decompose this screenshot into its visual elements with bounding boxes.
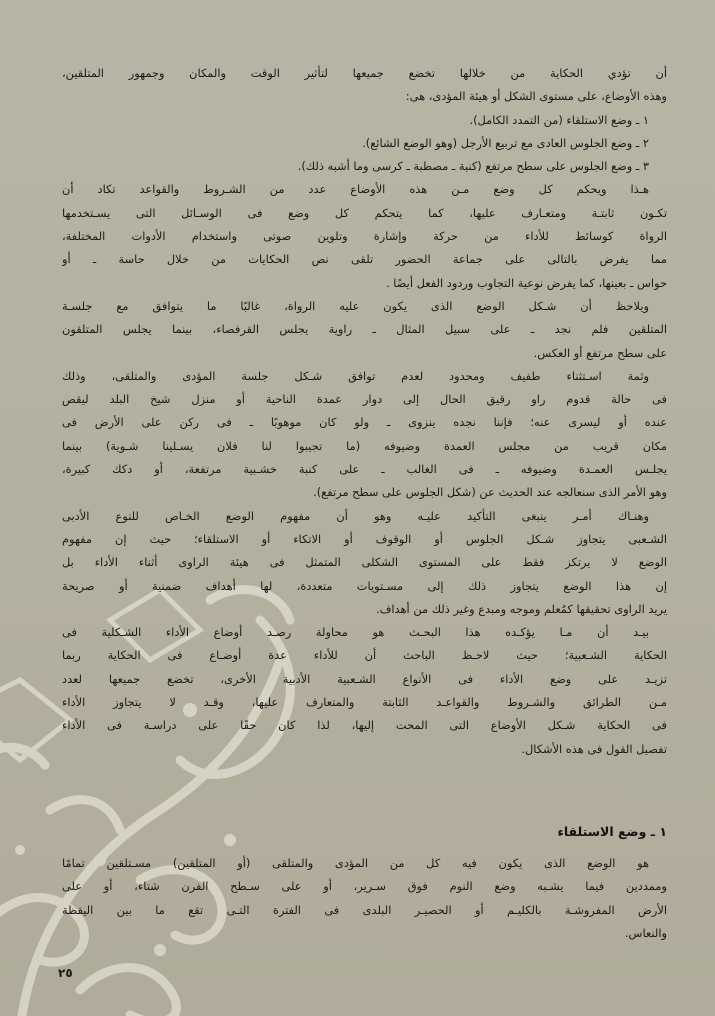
text-line: ويلاحظ أن شـكل الوضع الذى يكون عليه الرواة، غالبًا ما يتوافق مع جلسـة xyxy=(62,298,649,313)
page-number: ٢٥ xyxy=(58,966,73,980)
text-line: الأرض المفروشـة بالكليـم أو الحصيـر البلدى فى الفترة التـى تقع ما بين اليقظة xyxy=(62,902,667,917)
text-line: هـذا ويحكم كل وضع مـن هذه الأوضاع عدد من الشـروط والقواعد تكاد أن xyxy=(62,182,649,197)
text-line: تزيـد على وضع الأداء فى الأنواع الشـعبية الأدبية الأخرى، تخضع جميعها لعدد xyxy=(62,671,667,686)
text-line: المتلقين فلم نجد ـ على سبيل المثال ـ راوية يجلس القرفصاء، بينما يجلس المتلقون xyxy=(62,322,667,337)
text-line: وهو الأمر الذى سنعالجه عند الحديث عن (شكل الجلوس على سطح مرتفع). xyxy=(313,485,667,500)
body-text xyxy=(62,62,667,761)
text-line: مكان قريب من مجلس العمدة وضيوفه (ما تجيبوا لنا فلان يسـلينا شـوية) بينما xyxy=(62,438,667,453)
text-line: عنده أو ليسرى عنه؛ فإننا نجده ينزوى ـ ولو كان موهوبًا ـ فى ركن على الأرض فى xyxy=(62,415,667,430)
text-line: مـن الطرائق والشـروط والقواعـد الثابتة والمتعارف عليها، وقـد لا يتجاوز الأداء xyxy=(62,695,667,710)
text-line: أن تؤدي الحكاية من خلالها تخضع جميعها لتأثير الوقت والمكان وجمهور المتلقين، xyxy=(62,66,667,80)
text-line: تكـون ثابتـة ومتعـارف عليها، كما يتحكم كل وضع فى الوسـائل التى يسـتخدمها xyxy=(62,205,667,220)
text-line: يريد الراوى تحقيقها كمُعلم وموجه ومبدع وغير ذلك من أهداف. xyxy=(375,601,667,616)
text-line: وثمة اسـتثناء طفيف ومحدود لعدم توافق شـكل جلسة المؤدى والمتلقى، وذلك xyxy=(62,368,649,383)
text-line: الشـعبى يتجاوز شـكل الجلوس أو الوقوف أو الاتكاء أو الاستلقاء؛ حيث إن مفهوم xyxy=(62,531,667,546)
text-line: فى حالة قدوم راو رقيق الحال إلى دوار عمدة الناحية أو منزل شيخ البلد ليقص xyxy=(62,392,667,407)
text-line: ٣ ـ وضع الجلوس على سطح مرتفع (كنبة ـ مصطبة ـ كرسى وما أشبه ذلك). xyxy=(297,159,649,174)
section-text xyxy=(62,852,667,945)
text-line: الحكاية الشـعبية؛ حيث لاحـظ الباحث أن للأداء عدة أوضـاع فى الحكاية ربما xyxy=(62,648,667,663)
text-line: الرواة كوسائط للأداء من حركة وإشارة وتلوين صوتى واستخدام الأدوات المختلفة، xyxy=(62,229,667,244)
text-line: فى الحكاية شـكل الأوضاع التى المحت إليها، لذا كان حقًا على دراسـة فى الأداء xyxy=(62,718,667,733)
text-line: والنعاس. xyxy=(624,925,667,940)
text-line: هو الوضع الذى يكون فيه كل من المؤدى والمتلقى (أو المتلقين) مسـتلقين تمامًا xyxy=(62,856,649,870)
text-line: مما يفرض بالتالى على جماعة الحضور تلقى نص الحكايات من خلال حاسة ـ أو xyxy=(62,252,667,267)
text-line: حواس ـ بعينها، كما يفرض نوعية التجاوب وردود الفعل أيضًا . xyxy=(386,275,667,290)
text-line: وهنـاك أمـر ينبغى التأكيد عليـه وهو أن مفهوم الوضع الخـاص للنوع الأدبى xyxy=(62,508,649,523)
text-line: ٢ ـ وضع الجلوس العادى مع تربيع الأرجل (وهو الوضع الشائع). xyxy=(362,135,649,150)
text-line: ١ ـ وضع الاستلقاء (من التمدد الكامل). xyxy=(469,112,649,127)
text-line: بيـد أن مـا يؤكـده هذا البحـث هو محاولة رصـد أوضاع الأداء الشـكلية فى xyxy=(62,625,649,640)
text-line: وهذه الأوضاع، على مستوى الشكل أو هيئة المؤدى، هى: xyxy=(405,89,667,104)
text-line: تفصيل القول فى هذه الأشكال. xyxy=(521,741,667,756)
text-line: وممددين فيما يشـبه وضع النوم فوق سـرير، أو على سـطح الفرن شتاء، أو على xyxy=(62,879,667,894)
text-line: على سطح مرتفع أو العكس. xyxy=(533,345,667,360)
section-heading: ١ ـ وضع الاستلقاء xyxy=(557,824,667,839)
text-line: إن هذا الوضع يتجاوز ذلك إلى مسـتويات متعددة، لها أهداف ضمنية أو صريحة xyxy=(62,578,667,593)
text-line: يجلـس العمـدة وضيوفه ـ فى الغالب ـ على كنبة خشـبية مرتفعة، أو دكك كبيرة، xyxy=(62,462,667,477)
text-line: الوضع لا يرتكز فقط على المستوى الشكلى المتمثل فى هيئة الراوى أثناء الأداء بل xyxy=(62,555,667,570)
